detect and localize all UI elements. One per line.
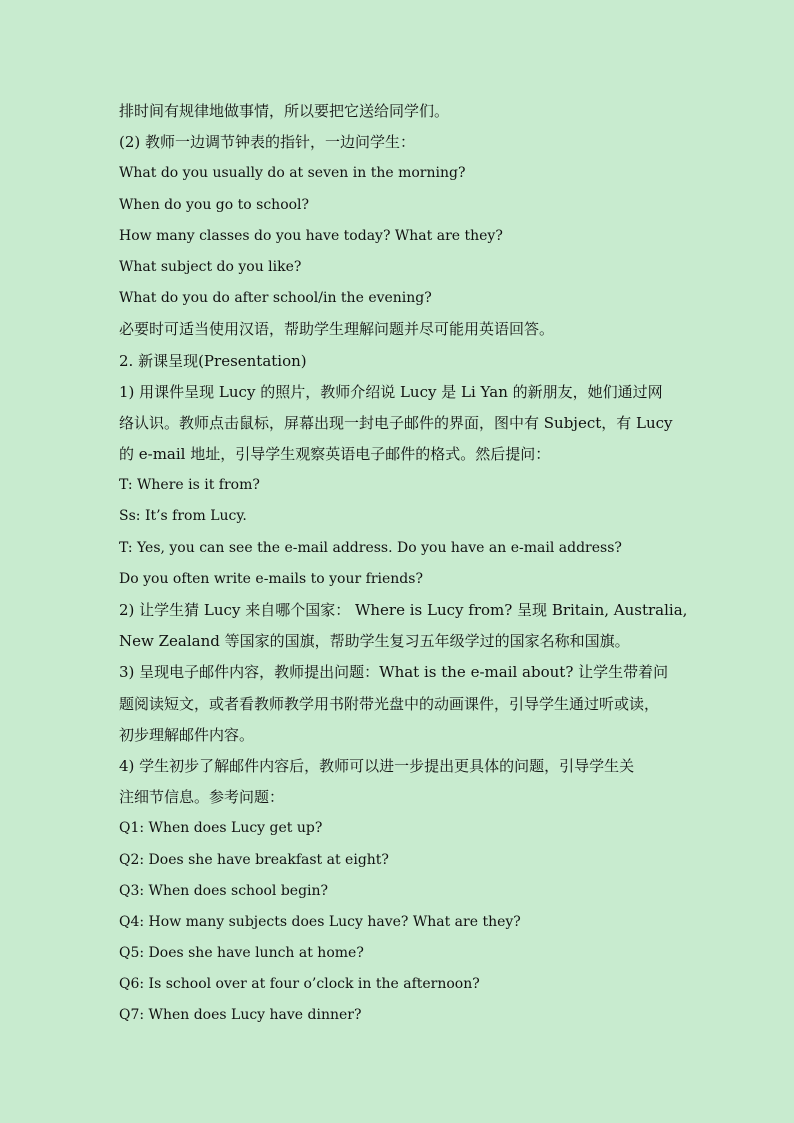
- paragraph-line: 注细节信息。参考问题：: [119, 788, 285, 807]
- paragraph-line: 的 e-mail 地址，引导学生观察英语电子邮件的格式。然后提问：: [119, 445, 551, 464]
- paragraph-line: 1) 用课件呈现 Lucy 的照片，教师介绍说 Lucy 是 Li Yan 的新朋友，她们通过网: [119, 382, 663, 401]
- question-line: What subject do you like?: [119, 258, 302, 275]
- question-line: Q1: When does Lucy get up?: [119, 820, 323, 837]
- paragraph-line: 4) 学生初步了解邮件内容后，教师可以进一步提出更具体的问题，引导学生关: [119, 756, 635, 775]
- paragraph-line: 络认识。教师点击鼠标，屏幕出现一封电子邮件的界面，图中有 Subject，有 Lucy: [119, 413, 673, 432]
- paragraph-line: 初步理解邮件内容。: [119, 725, 255, 744]
- dialogue-line: T: Yes, you can see the e-mail address. Do you have an e-mail address?: [119, 539, 622, 556]
- paragraph-line: 3) 呈现电子邮件内容，教师提出问题：What is the e-mail about? 让学生带着问: [119, 663, 669, 682]
- dialogue-line: Ss: It’s from Lucy.: [119, 508, 247, 525]
- paragraph-line: 必要时可适当使用汉语，帮助学生理解问题并尽可能用英语回答。: [119, 320, 555, 339]
- document-page: [119, 96, 688, 1032]
- question-line: When do you go to school?: [119, 196, 310, 213]
- paragraph-line: (2) 教师一边调节钟表的指针，一边问学生：: [119, 133, 416, 152]
- question-line: Q2: Does she have breakfast at eight?: [119, 851, 389, 868]
- question-line: Q3: When does school begin?: [119, 882, 329, 899]
- section-heading: 2. 新课呈现(Presentation): [119, 351, 307, 370]
- paragraph-line: New Zealand 等国家的国旗，帮助学生复习五年级学过的国家名称和国旗。: [119, 632, 630, 651]
- question-line: How many classes do you have today? What are they?: [119, 227, 503, 244]
- paragraph-line: 题阅读短文，或者看教师教学用书附带光盘中的动画课件，引导学生通过听或读，: [119, 694, 660, 713]
- question-line: Q7: When does Lucy have dinner?: [119, 1007, 362, 1024]
- dialogue-line: T: Where is it from?: [119, 477, 260, 494]
- dialogue-line: Do you often write e-mails to your friends?: [119, 570, 423, 587]
- paragraph-line: 排时间有规律地做事情，所以要把它送给同学们。: [119, 102, 450, 120]
- question-line: What do you usually do at seven in the morning?: [119, 165, 466, 182]
- paragraph-line: 2) 让学生猜 Lucy 来自哪个国家： Where is Lucy from? 呈现 Britain, Australia,: [119, 601, 688, 619]
- question-line: What do you do after school/in the evening?: [119, 290, 432, 307]
- question-line: Q6: Is school over at four o’clock in the afternoon?: [119, 976, 480, 993]
- question-line: Q4: How many subjects does Lucy have? What are they?: [119, 913, 521, 930]
- question-line: Q5: Does she have lunch at home?: [119, 945, 364, 962]
